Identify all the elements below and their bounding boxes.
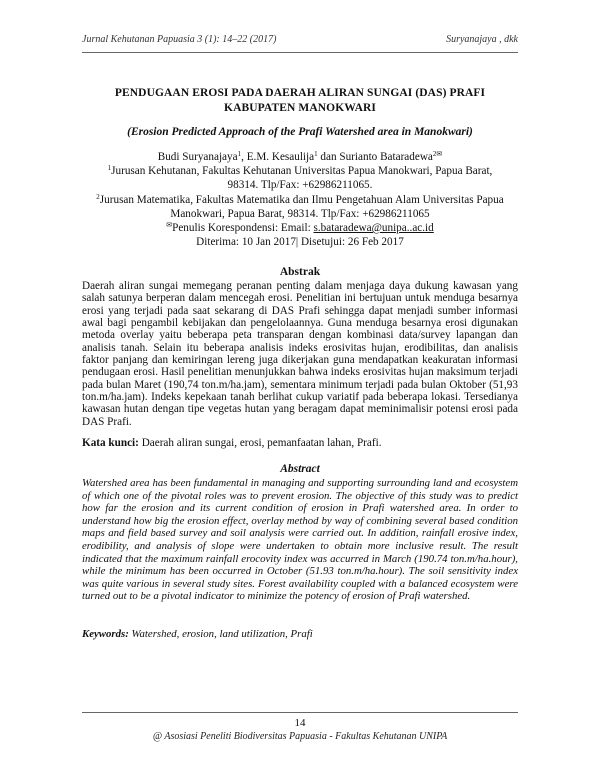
corresponding-author bbox=[82, 221, 518, 235]
header-divider bbox=[82, 52, 518, 53]
kata-kunci-text: Daerah aliran sungai, erosi, pemanfaatan lahan, Prafi. bbox=[138, 437, 382, 449]
keywords-label: Keywords: bbox=[82, 628, 129, 640]
keywords bbox=[82, 628, 518, 640]
submission-dates: Diterima: 10 Jan 2017| Disetujui: 26 Feb 2017 bbox=[196, 236, 404, 249]
kata-kunci bbox=[82, 437, 518, 449]
english-title: (Erosion Predicted Approach of the Prafi Watershed area in Manokwari) bbox=[127, 126, 473, 138]
affiliation-2-line-1: Jurusan Matematika, Fakultas Matematika dan Ilmu Pengetahuan Alam Universitas Papua bbox=[99, 193, 504, 206]
author-block bbox=[82, 150, 518, 249]
affiliation-2-marker: 2 bbox=[96, 192, 100, 201]
author-3-affiliation: 2✉ bbox=[432, 150, 443, 158]
footer-divider bbox=[82, 712, 518, 713]
publisher-footer: @ Asosiasi Peneliti Biodiversitas Papuasia - Fakultas Kehutanan UNIPA bbox=[152, 731, 448, 742]
corresponding-label: Penulis Korespondensi: Email: bbox=[172, 222, 314, 235]
affiliation-1-line-1: Jurusan Kehutanan, Fakultas Kehutanan Universitas Papua Manokwari, Papua Barat, bbox=[111, 165, 493, 178]
title-line-1: PENDUGAAN EROSI PADA DAERAH ALIRAN SUNGAI (DAS) PRAFI bbox=[114, 87, 486, 99]
abstrak-heading: Abstrak bbox=[279, 266, 321, 278]
affiliation-1 bbox=[82, 164, 518, 178]
paper-title bbox=[82, 86, 518, 116]
abstract-heading: Abstract bbox=[280, 463, 320, 475]
corresponding-email-link[interactable]: s.bataradewa@unipa..ac.id bbox=[313, 222, 434, 235]
keywords-text: Watershed, erosion, land utilization, Prafi bbox=[128, 628, 313, 640]
journal-citation: Jurnal Kehutanan Papuasia 3 (1): 14–22 (2017) bbox=[82, 34, 277, 45]
affiliation-1-marker: 1 bbox=[107, 164, 112, 173]
affiliation-2 bbox=[82, 193, 518, 207]
affiliation-1-line-2: 98314. Tlp/Fax: +62986211065. bbox=[227, 179, 373, 192]
running-header bbox=[82, 34, 518, 50]
running-author: Suryanajaya , dkk bbox=[446, 34, 518, 45]
author-2-affiliation: 1 bbox=[314, 150, 318, 158]
author-2: , E.M. Kesaulija bbox=[241, 151, 315, 163]
title-line-2: KABUPATEN MANOKWARI bbox=[224, 102, 376, 114]
kata-kunci-label: Kata kunci: bbox=[82, 437, 139, 449]
author-names bbox=[82, 150, 518, 164]
abstrak-body: Daerah aliran sungai memegang peranan penting dalam menjaga daya dukung kawasan yang salah satunya berperan dalam mencegah erosi. Penelitian ini bertujuan untuk menduga besarnya erosi yang terjadi pada saat sekarang di DAS Prafi sehingga dapat menjadi sumber informasi awal bagi pengambil kebijakan dan pengelolaannya. Guna menduga besarnya erosi digunakan metoda overlay yaitu beberapa peta transparan dengan kombinasi data/survey lapangan dan analisis tanah. Selain itu beberapa analisis indeks erosivitas hujan, erodibilitas, dan analisis faktor panjang dan kemiringan lereng juga dikerjakan guna mendapatkan keakuratan informasi pendugaan erosi. Hasil penelitian menunjukkan bahwa indeks erosivitas hujan maksimum terjadi pada bulan Maret (190,74 ton.m/ha.jam), sementara minimum terjadi pada bulan Oktober (51,93 ton.m/ha.jam). Indeks kepekaan tanah berlihat cukup variatif pada beberapa lokasi. Tersedianya kawasan hutan dengan tipe vegetas hutan yang beragam dapat meminimalisir potensi erosi pada DAS Prafi. bbox=[82, 280, 518, 428]
page-number: 14 bbox=[294, 717, 306, 729]
envelope-icon: ✉ bbox=[166, 221, 173, 230]
author-1: Budi Suryanajaya bbox=[157, 151, 238, 163]
author-3: dan Surianto Bataradewa bbox=[317, 151, 433, 163]
abstract-body: Watershed area has been fundamental in managing and supporting surrounding land and ecosystem of which one of the pivotal roles was to prevent erosion. The objective of this study was to predict how far the erosion and its current condition of erosion in Prafi watershed area. In order to understand how big the erosion effect, overlay method by way of combining several based condition maps and field based survey and soil analysis were carried out. In addition, rainfall erosive index, erodibility, and analysis of slope were undertaken to obtain more inclusive result. The result indicated that the maximum rainfall erocovity index was accurred in March (190.74 ton.m/ha.hour), while the minimum has been occurred in October (51.93 ton.m/ha.hour). The soil sensitivity index was quite various in several study sites. Forest availability coupled with a balanced ecosystem were turned out to be a pivotal indicator to minimize the potency of erosion of Prafi watershed. bbox=[82, 477, 518, 603]
affiliation-2-line-2: Manokwari, Papua Barat, 98314. Tlp/Fax: +62986211065 bbox=[170, 207, 430, 220]
author-1-affiliation: 1 bbox=[237, 150, 242, 158]
